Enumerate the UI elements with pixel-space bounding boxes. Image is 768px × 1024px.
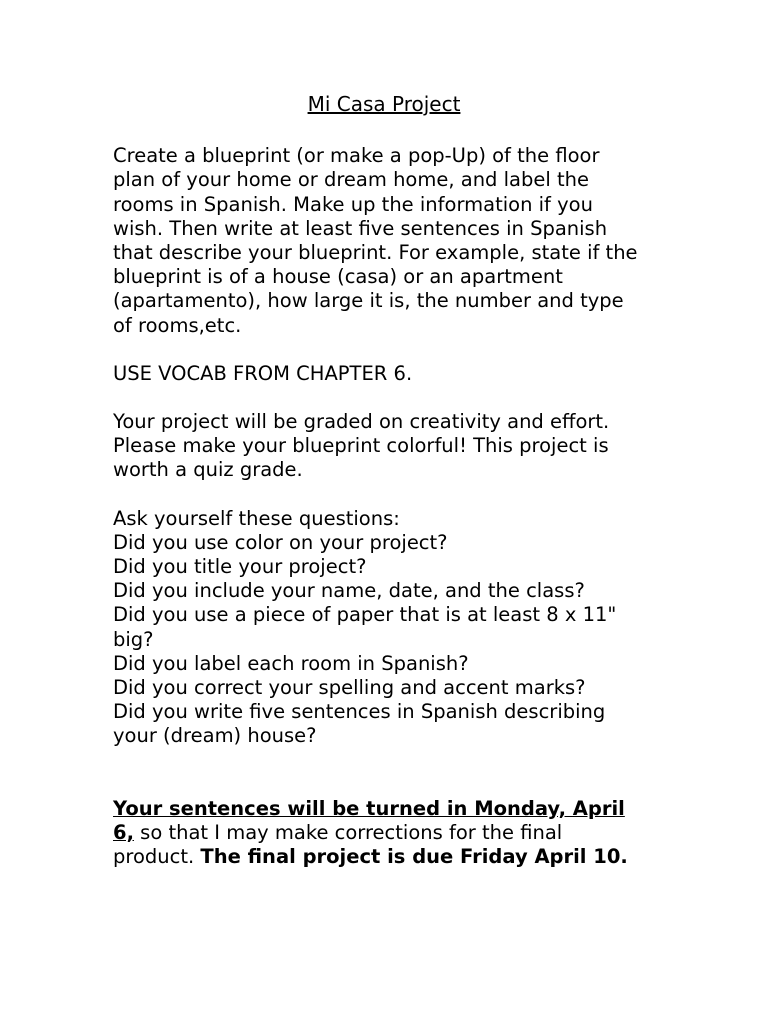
intro-line: rooms in Spanish. Make up the information if you <box>113 192 593 216</box>
deadline-correction-note: so that I may make corrections for the final <box>133 820 563 844</box>
deadline-sentences-date: Your sentences will be turned in Monday, April <box>113 796 625 820</box>
question-item: your (dream) house? <box>113 724 317 748</box>
intro-line: plan of your home or dream home, and label the <box>113 168 589 192</box>
questions-intro: Ask yourself these questions: <box>113 506 400 530</box>
deadline-sentences-day: 6, <box>113 820 134 844</box>
spacer <box>113 386 673 410</box>
intro-line: Create a blueprint (or make a pop-Up) of the floor <box>113 144 600 168</box>
grading-line: worth a quiz grade. <box>113 458 303 482</box>
deadline-product-word: product. <box>113 845 201 869</box>
intro-line: blueprint is of a house (casa) or an apartment <box>113 265 563 289</box>
question-item: Did you correct your spelling and accent marks? <box>113 676 586 700</box>
intro-line: wish. Then write at least five sentences in Spanish <box>113 216 608 240</box>
question-item: Did you use color on your project? <box>113 530 448 554</box>
deadline-paragraph <box>113 797 673 870</box>
grading-paragraph <box>113 410 673 483</box>
questions-list <box>113 507 673 749</box>
vocab-line: USE VOCAB FROM CHAPTER 6. <box>113 361 413 385</box>
question-item: Did you title your project? <box>113 555 367 579</box>
intro-paragraph <box>113 144 673 338</box>
page-title: Mi Casa Project <box>307 92 461 116</box>
deadline-line-1 <box>113 797 673 821</box>
final-due-date: The final project is due Friday April 10. <box>200 845 628 869</box>
document-page <box>113 92 673 869</box>
intro-line: of rooms,etc. <box>113 313 242 337</box>
question-item: big? <box>113 627 154 651</box>
question-item: Did you write five sentences in Spanish describing <box>113 700 606 724</box>
spacer <box>113 483 673 507</box>
deadline-line-2 <box>113 821 673 845</box>
question-item: Did you include your name, date, and the class? <box>113 579 585 603</box>
intro-line: that describe your blueprint. For example, state if the <box>113 241 638 265</box>
grading-line: Your project will be graded on creativity and effort. <box>113 410 610 434</box>
grading-line: Please make your blueprint colorful! This project is <box>113 434 609 458</box>
question-item: Did you label each room in Spanish? <box>113 651 469 675</box>
spacer <box>113 749 673 797</box>
question-item: Did you use a piece of paper that is at least 8 x 11" <box>113 603 617 627</box>
vocab-note <box>113 362 673 386</box>
deadline-line-3 <box>113 845 673 869</box>
intro-line: (apartamento), how large it is, the number and type <box>113 289 624 313</box>
spacer <box>113 338 673 362</box>
